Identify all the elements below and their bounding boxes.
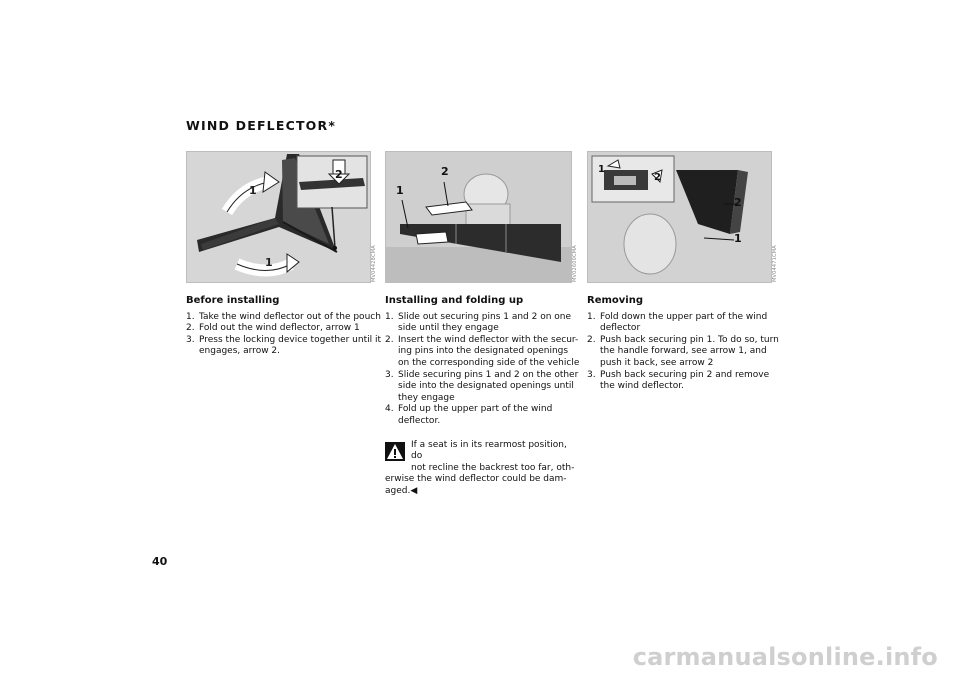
step-item [385, 404, 580, 427]
step-item [385, 370, 580, 405]
step-item [186, 335, 381, 358]
step-text: Fold down the upper part of the wind deflector [600, 311, 768, 334]
step-list [587, 312, 782, 393]
figure-label: 1 [249, 184, 257, 197]
step-item [587, 370, 782, 393]
step-number: 4. [385, 404, 394, 415]
figure-label: 1 [396, 184, 404, 197]
step-number: 2. [587, 334, 596, 345]
step-item [587, 312, 782, 335]
step-text: Push back securing pin 2 and remove the wind deflector. [600, 369, 770, 392]
step-item [385, 312, 580, 335]
step-text: Take the wind deflector out of the pouch [199, 311, 381, 322]
step-text: Press the locking device together until it engages, arrow 2. [199, 334, 381, 357]
step-number: 1. [385, 311, 394, 322]
step-item [385, 335, 580, 370]
warning-icon [385, 442, 405, 461]
figure-label: 1 [598, 164, 605, 175]
step-list [186, 312, 381, 358]
wind-deflector-installed-illustration [386, 152, 571, 282]
warning-text: erwise the wind deflector could be dam-aged. [385, 474, 567, 496]
step-text: Push back securing pin 1. To do so, turn the handle forward, see arrow 1, and push it back, see arrow 2 [600, 334, 779, 368]
figure-label: 1 [734, 232, 742, 245]
step-number: 3. [587, 369, 596, 380]
watermark: carmanualsonline.info [632, 643, 938, 671]
figure-removing [587, 151, 772, 283]
wind-deflector-removal-illustration [588, 152, 771, 282]
step-number: 3. [385, 369, 394, 380]
end-mark-icon: ◀ [410, 485, 418, 496]
step-text: Fold up the upper part of the wind deflector. [398, 404, 553, 426]
step-list [385, 312, 580, 428]
section-before-installing [186, 295, 381, 358]
figure-installing [385, 151, 572, 283]
section-removing [587, 295, 782, 393]
figure-label: 2 [335, 168, 343, 181]
step-number: 2. [385, 334, 394, 345]
figure-code: MV02600CMA [572, 245, 578, 282]
step-number: 1. [186, 311, 195, 322]
section-heading: Installing and folding up [385, 295, 524, 306]
figure-label: 2 [441, 165, 449, 178]
step-number: 3. [186, 334, 195, 345]
figure-code: MV04428CMA [371, 245, 377, 282]
figure-label: 2 [654, 172, 661, 183]
warning-text-line1: If a seat is in its rearmost position, do [411, 439, 567, 462]
section-installing [385, 295, 580, 498]
page-number: 40 [152, 555, 168, 568]
figure-code: MV04471CMA [772, 245, 778, 282]
page-title: WIND DEFLECTOR* [186, 118, 337, 133]
step-item [587, 335, 782, 370]
warning-text-rest [385, 474, 580, 497]
step-text: Fold out the wind deflector, arrow 1 [199, 323, 360, 334]
step-text: Slide out securing pins 1 and 2 on one side until they engage [398, 311, 572, 334]
figure-label: 1 [265, 256, 273, 269]
warning-note [385, 440, 580, 498]
step-text: Insert the wind deflector with the secur-ing pins into the designated openings on the corresponding side of the vehicle [398, 334, 580, 368]
section-heading: Removing [587, 295, 643, 306]
step-item [186, 323, 381, 335]
step-number: 1. [587, 311, 596, 322]
step-text: Slide securing pins 1 and 2 on the other side into the designated openings until they engage [398, 369, 579, 403]
step-number: 2. [186, 323, 195, 334]
figure-before-installing [186, 151, 371, 283]
warning-text-line2: not recline the backrest too far, oth- [411, 462, 575, 473]
section-heading: Before installing [186, 295, 280, 306]
figure-label: 2 [734, 196, 742, 209]
step-item [186, 312, 381, 324]
